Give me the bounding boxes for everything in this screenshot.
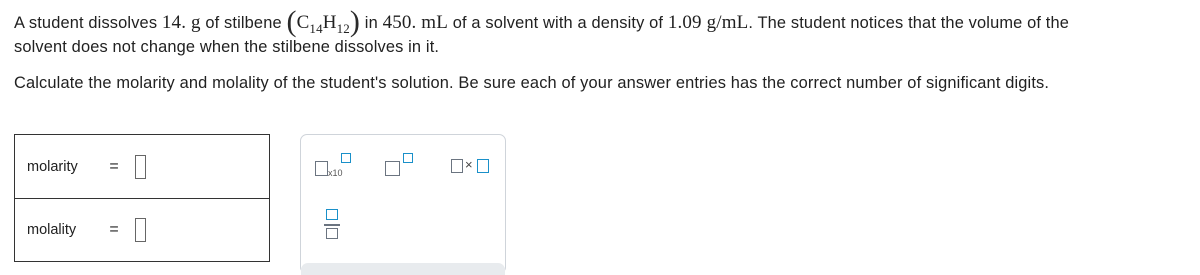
question-text: A student dissolves (14, 14, 158, 32)
question-line-2: solvent does not change when the stilbene dissolves in it. (14, 38, 440, 56)
scientific-notation-button[interactable]: x10 (315, 151, 353, 181)
fraction-button[interactable] (323, 205, 343, 241)
chemical-formula: $(C_{14}H_{12})$ (286, 5, 361, 38)
volume-value: 450. mL (382, 12, 448, 33)
equals-sign: = (109, 221, 119, 238)
question-text: . The student notices that the volume of the (748, 14, 1070, 32)
multiply-button[interactable]: × (451, 155, 493, 177)
density-value: 1.09 g/mL (667, 12, 749, 33)
superscript-button[interactable] (385, 151, 415, 181)
question-text: of stilbene (205, 14, 282, 32)
mass-value: 14. g (161, 12, 201, 33)
molarity-input[interactable] (135, 155, 146, 179)
math-toolbar (300, 134, 506, 274)
question-instruction: Calculate the molarity and molality of the student's solution. Be sure each of your answer entries has the correct number of significant digits. (14, 74, 1050, 92)
molarity-label: molarity (27, 158, 78, 175)
answer-box (14, 134, 270, 262)
question-text: of a solvent with a density of (452, 14, 664, 32)
answer-row-molarity (15, 135, 269, 198)
molality-label: molality (27, 222, 77, 238)
toolbar-footer (301, 263, 505, 275)
equals-sign: = (109, 157, 119, 175)
question-text: in (364, 14, 378, 32)
molality-input[interactable] (135, 218, 146, 242)
question-line-1 (14, 5, 1070, 38)
answer-row-molality (15, 198, 269, 261)
